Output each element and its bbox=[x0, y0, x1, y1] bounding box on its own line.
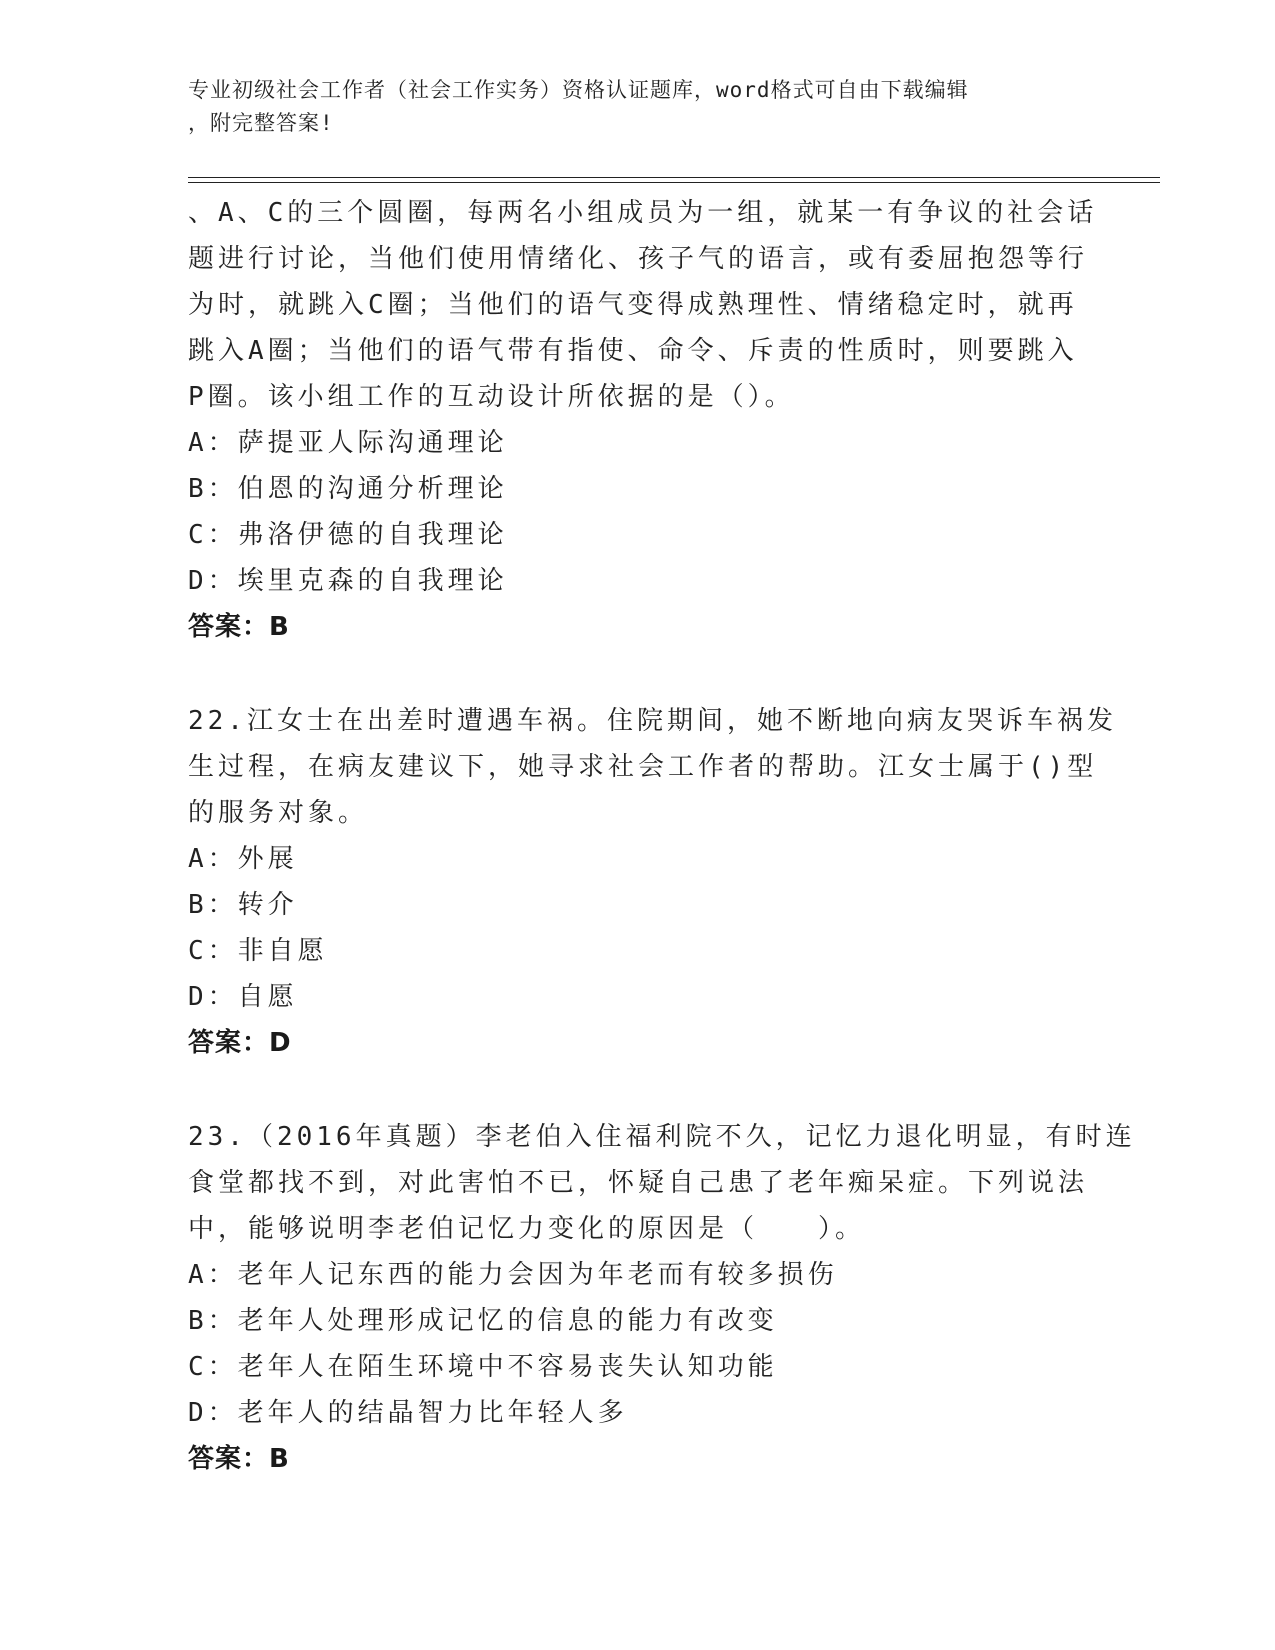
option-a: A：外展 bbox=[188, 844, 298, 874]
option-d: D：老年人的结晶智力比年轻人多 bbox=[188, 1398, 628, 1428]
answer-line: 答案：D bbox=[188, 1028, 292, 1058]
question-stem-line: 为时，就跳入C圈；当他们的语气变得成熟理性、情绪稳定时，就再 bbox=[188, 290, 1078, 320]
question-list bbox=[188, 190, 1136, 1482]
document-header bbox=[188, 74, 1088, 140]
option-c: C：非自愿 bbox=[188, 936, 328, 966]
question-stem-line: 22.江女士在出差时遭遇车祸。住院期间，她不断地向病友哭诉车祸发 bbox=[188, 706, 1117, 736]
header-rule-top bbox=[188, 177, 1160, 178]
option-d: D：埃里克森的自我理论 bbox=[188, 566, 508, 596]
question-stem-line: 食堂都找不到，对此害怕不已，怀疑自己患了老年痴呆症。下列说法 bbox=[188, 1168, 1089, 1198]
option-d: D：自愿 bbox=[188, 982, 298, 1012]
header-line-1: 专业初级社会工作者（社会工作实务）资格认证题库，word格式可自由下载编辑 bbox=[188, 78, 969, 102]
option-b: B：转介 bbox=[188, 890, 298, 920]
option-b: B：老年人处理形成记忆的信息的能力有改变 bbox=[188, 1306, 778, 1336]
question-stem-line: 23.（2016年真题）李老伯入住福利院不久，记忆力退化明显，有时连 bbox=[188, 1122, 1136, 1152]
question-stem-line: P圈。该小组工作的互动设计所依据的是（）。 bbox=[188, 382, 795, 412]
question-23 bbox=[188, 1114, 1136, 1482]
question-spacer bbox=[188, 650, 1088, 698]
question-21 bbox=[188, 190, 1098, 650]
question-stem-line: 中，能够说明李老伯记忆力变化的原因是（ ）。 bbox=[188, 1214, 866, 1244]
header-rule-bottom bbox=[188, 182, 1160, 183]
option-a: A：萨提亚人际沟通理论 bbox=[188, 428, 508, 458]
question-stem-line: 跳入A圈；当他们的语气带有指使、命令、斥责的性质时，则要跳入 bbox=[188, 336, 1078, 366]
question-stem-line: 题进行讨论，当他们使用情绪化、孩子气的语言，或有委屈抱怨等行 bbox=[188, 244, 1089, 274]
question-stem-line: 生过程，在病友建议下，她寻求社会工作者的帮助。江女士属于()型 bbox=[188, 752, 1098, 782]
option-c: C：弗洛伊德的自我理论 bbox=[188, 520, 508, 550]
option-c: C：老年人在陌生环境中不容易丧失认知功能 bbox=[188, 1352, 778, 1382]
header-line-2: ，附完整答案! bbox=[188, 111, 334, 135]
option-b: B：伯恩的沟通分析理论 bbox=[188, 474, 508, 504]
answer-line: 答案：B bbox=[188, 1444, 290, 1474]
question-stem-line: 的服务对象。 bbox=[188, 798, 369, 828]
option-a: A：老年人记东西的能力会因为年老而有较多损伤 bbox=[188, 1260, 838, 1290]
answer-line: 答案：B bbox=[188, 612, 290, 642]
question-stem-line: 、A、C的三个圆圈，每两名小组成员为一组，就某一有争议的社会话 bbox=[188, 198, 1098, 228]
question-22 bbox=[188, 698, 1117, 1066]
question-spacer bbox=[188, 1066, 1088, 1114]
